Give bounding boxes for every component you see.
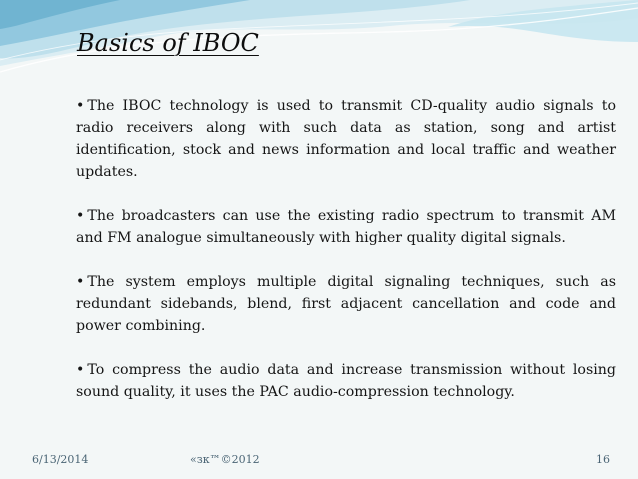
bullet-icon: • — [76, 274, 85, 290]
bullet-text: The system employs multiple digital signaling techniques, such as redundant sidebands, blend, first adjacent cancellation and code and power combining. — [76, 274, 616, 334]
bullet-paragraph — [76, 205, 616, 249]
bullet-paragraph — [76, 359, 616, 403]
bullet-icon: • — [76, 98, 85, 114]
bullet-paragraph — [76, 95, 616, 183]
footer-date: 6/13/2014 — [32, 453, 89, 466]
bullet-text: The IBOC technology is used to transmit CD-quality audio signals to radio receivers along with such data as station, song and artist identification, stock and news information and local traffic and weather updates. — [76, 98, 616, 180]
slide-title: Basics of IBOC — [77, 29, 259, 57]
bullet-text: To compress the audio data and increase transmission without losing sound quality, it uses the PAC audio-compression technology. — [76, 362, 616, 400]
bullet-icon: • — [76, 208, 85, 224]
page-number: 16 — [596, 453, 610, 466]
bullet-icon: • — [76, 362, 85, 378]
footer-center-text: «зк™©2012 — [190, 453, 260, 466]
bullet-paragraph — [76, 271, 616, 337]
bullet-text: The broadcasters can use the existing radio spectrum to transmit AM and FM analogue simultaneously with higher quality digital signals. — [76, 208, 616, 246]
slide-body — [76, 95, 616, 403]
